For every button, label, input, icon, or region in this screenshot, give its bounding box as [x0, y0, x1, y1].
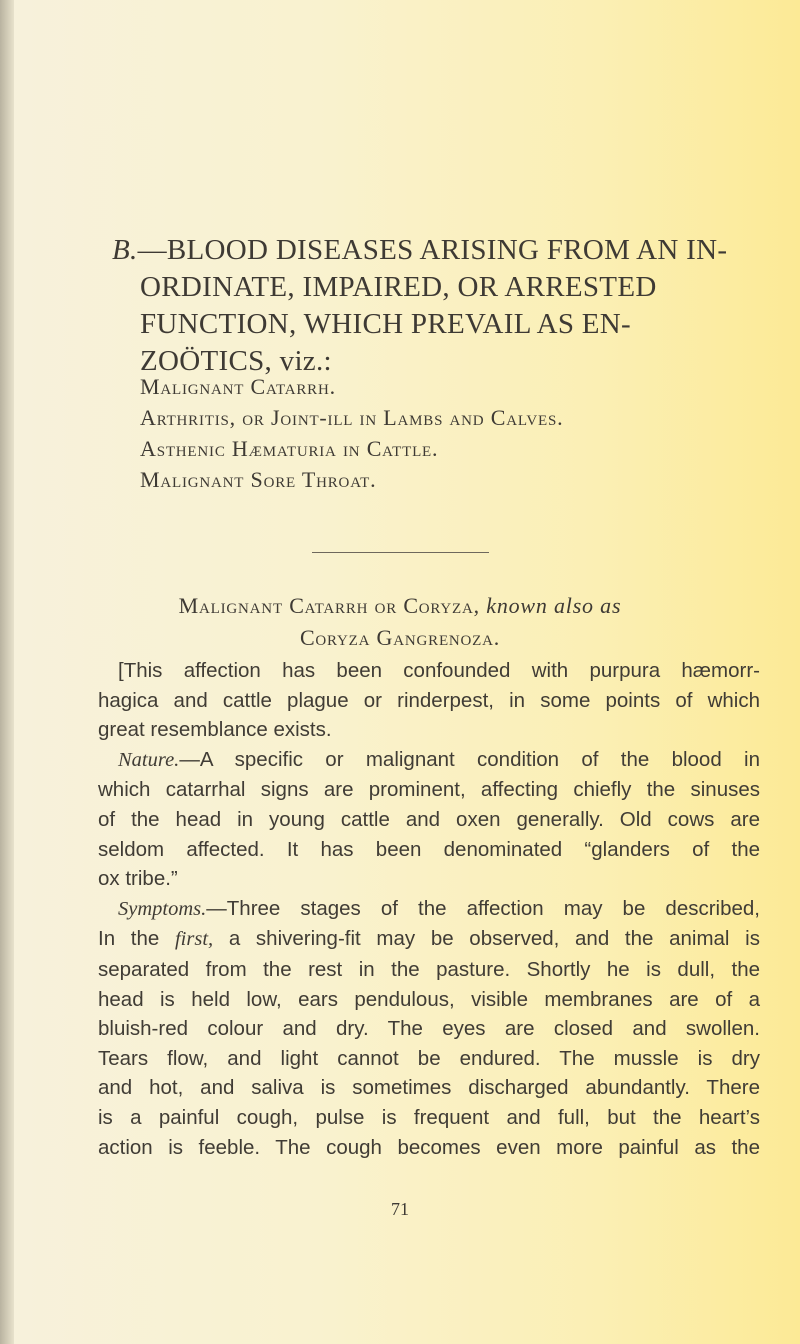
paragraph-line: head is held low, ears pendulous, visible membranes are of a — [98, 987, 760, 1011]
heading-line-2: ORDINATE, IMPAIRED, OR ARRESTED — [140, 271, 657, 303]
paragraph-line: and hot, and saliva is sometimes discharged abundantly. There — [98, 1076, 760, 1100]
article-title-line-2: Coryza Gangrenoza. — [299, 625, 501, 650]
paragraph-line: action is feeble. The cough becomes even more painful as the — [98, 1135, 760, 1159]
heading-line-1-text: —BLOOD DISEASES ARISING FROM AN IN- — [137, 234, 728, 266]
in-the-text: In the — [98, 927, 175, 951]
paragraph-line: which catarrhal signs are prominent, affecting chiefly the sinuses — [98, 778, 760, 802]
heading-line-1 — [112, 232, 752, 269]
paragraph-line: of the head in young cattle and oxen generally. Old cows are — [98, 807, 760, 831]
section-divider — [312, 552, 489, 553]
first-rest-text: a shivering-fit may be observed, and the animal is — [213, 927, 760, 951]
symptoms-label: Symptoms. — [118, 897, 207, 920]
paragraph-line: bluish-red colour and dry. The eyes are closed and swollen. — [98, 1017, 760, 1041]
article-title-main: Malignant Catarrh or Coryza, — [178, 593, 480, 618]
article-title — [0, 590, 800, 654]
disease-list-item: Malignant Sore Throat. — [140, 467, 377, 492]
paragraph-line: ox tribe.” — [98, 867, 178, 891]
paragraph-line: seldom affected. It has been denominated “glanders of the — [98, 837, 760, 861]
article-title-line-1 — [0, 590, 800, 622]
disease-list-item: Malignant Catarrh. — [140, 374, 336, 399]
nature-label: Nature. — [118, 748, 180, 771]
disease-list-item: Arthritis, or Joint-ill in Lambs and Calves. — [140, 405, 564, 430]
symptoms-text: —Three stages of the affection may be described, — [206, 896, 760, 920]
disease-list — [140, 371, 760, 495]
section-mark: B. — [112, 234, 138, 266]
article-title-italic: known also as — [486, 593, 622, 618]
paragraph-line: hagica and cattle plague or rinderpest, in some points of which — [98, 688, 760, 712]
paragraph-line: separated from the rest in the pasture. Shortly he is dull, the — [98, 957, 760, 981]
nature-text: —A specific or malignant condition of the blood in — [179, 747, 760, 771]
heading-line-4: ZOÖTICS, viz.: — [140, 345, 332, 377]
symptoms-line — [98, 894, 760, 925]
paragraph-line: Tears flow, and light cannot be endured. The mussle is dry — [98, 1046, 760, 1070]
disease-list-item: Asthenic Hæmaturia in Cattle. — [140, 436, 439, 461]
section-heading — [112, 232, 752, 380]
heading-line-3: FUNCTION, WHICH PREVAIL AS EN- — [140, 308, 632, 340]
first-stage-line — [98, 924, 760, 955]
paragraph-line: is a painful cough, pulse is frequent and full, but the heart’s — [98, 1105, 760, 1129]
body-text — [98, 656, 760, 1162]
paragraph-line: [This affection has been confounded with purpura hæmorr- — [118, 659, 760, 682]
first-word: first, — [174, 928, 214, 951]
page-number: 71 — [391, 1199, 409, 1219]
nature-line — [98, 745, 760, 776]
paragraph-line: great resemblance exists. — [98, 718, 332, 742]
